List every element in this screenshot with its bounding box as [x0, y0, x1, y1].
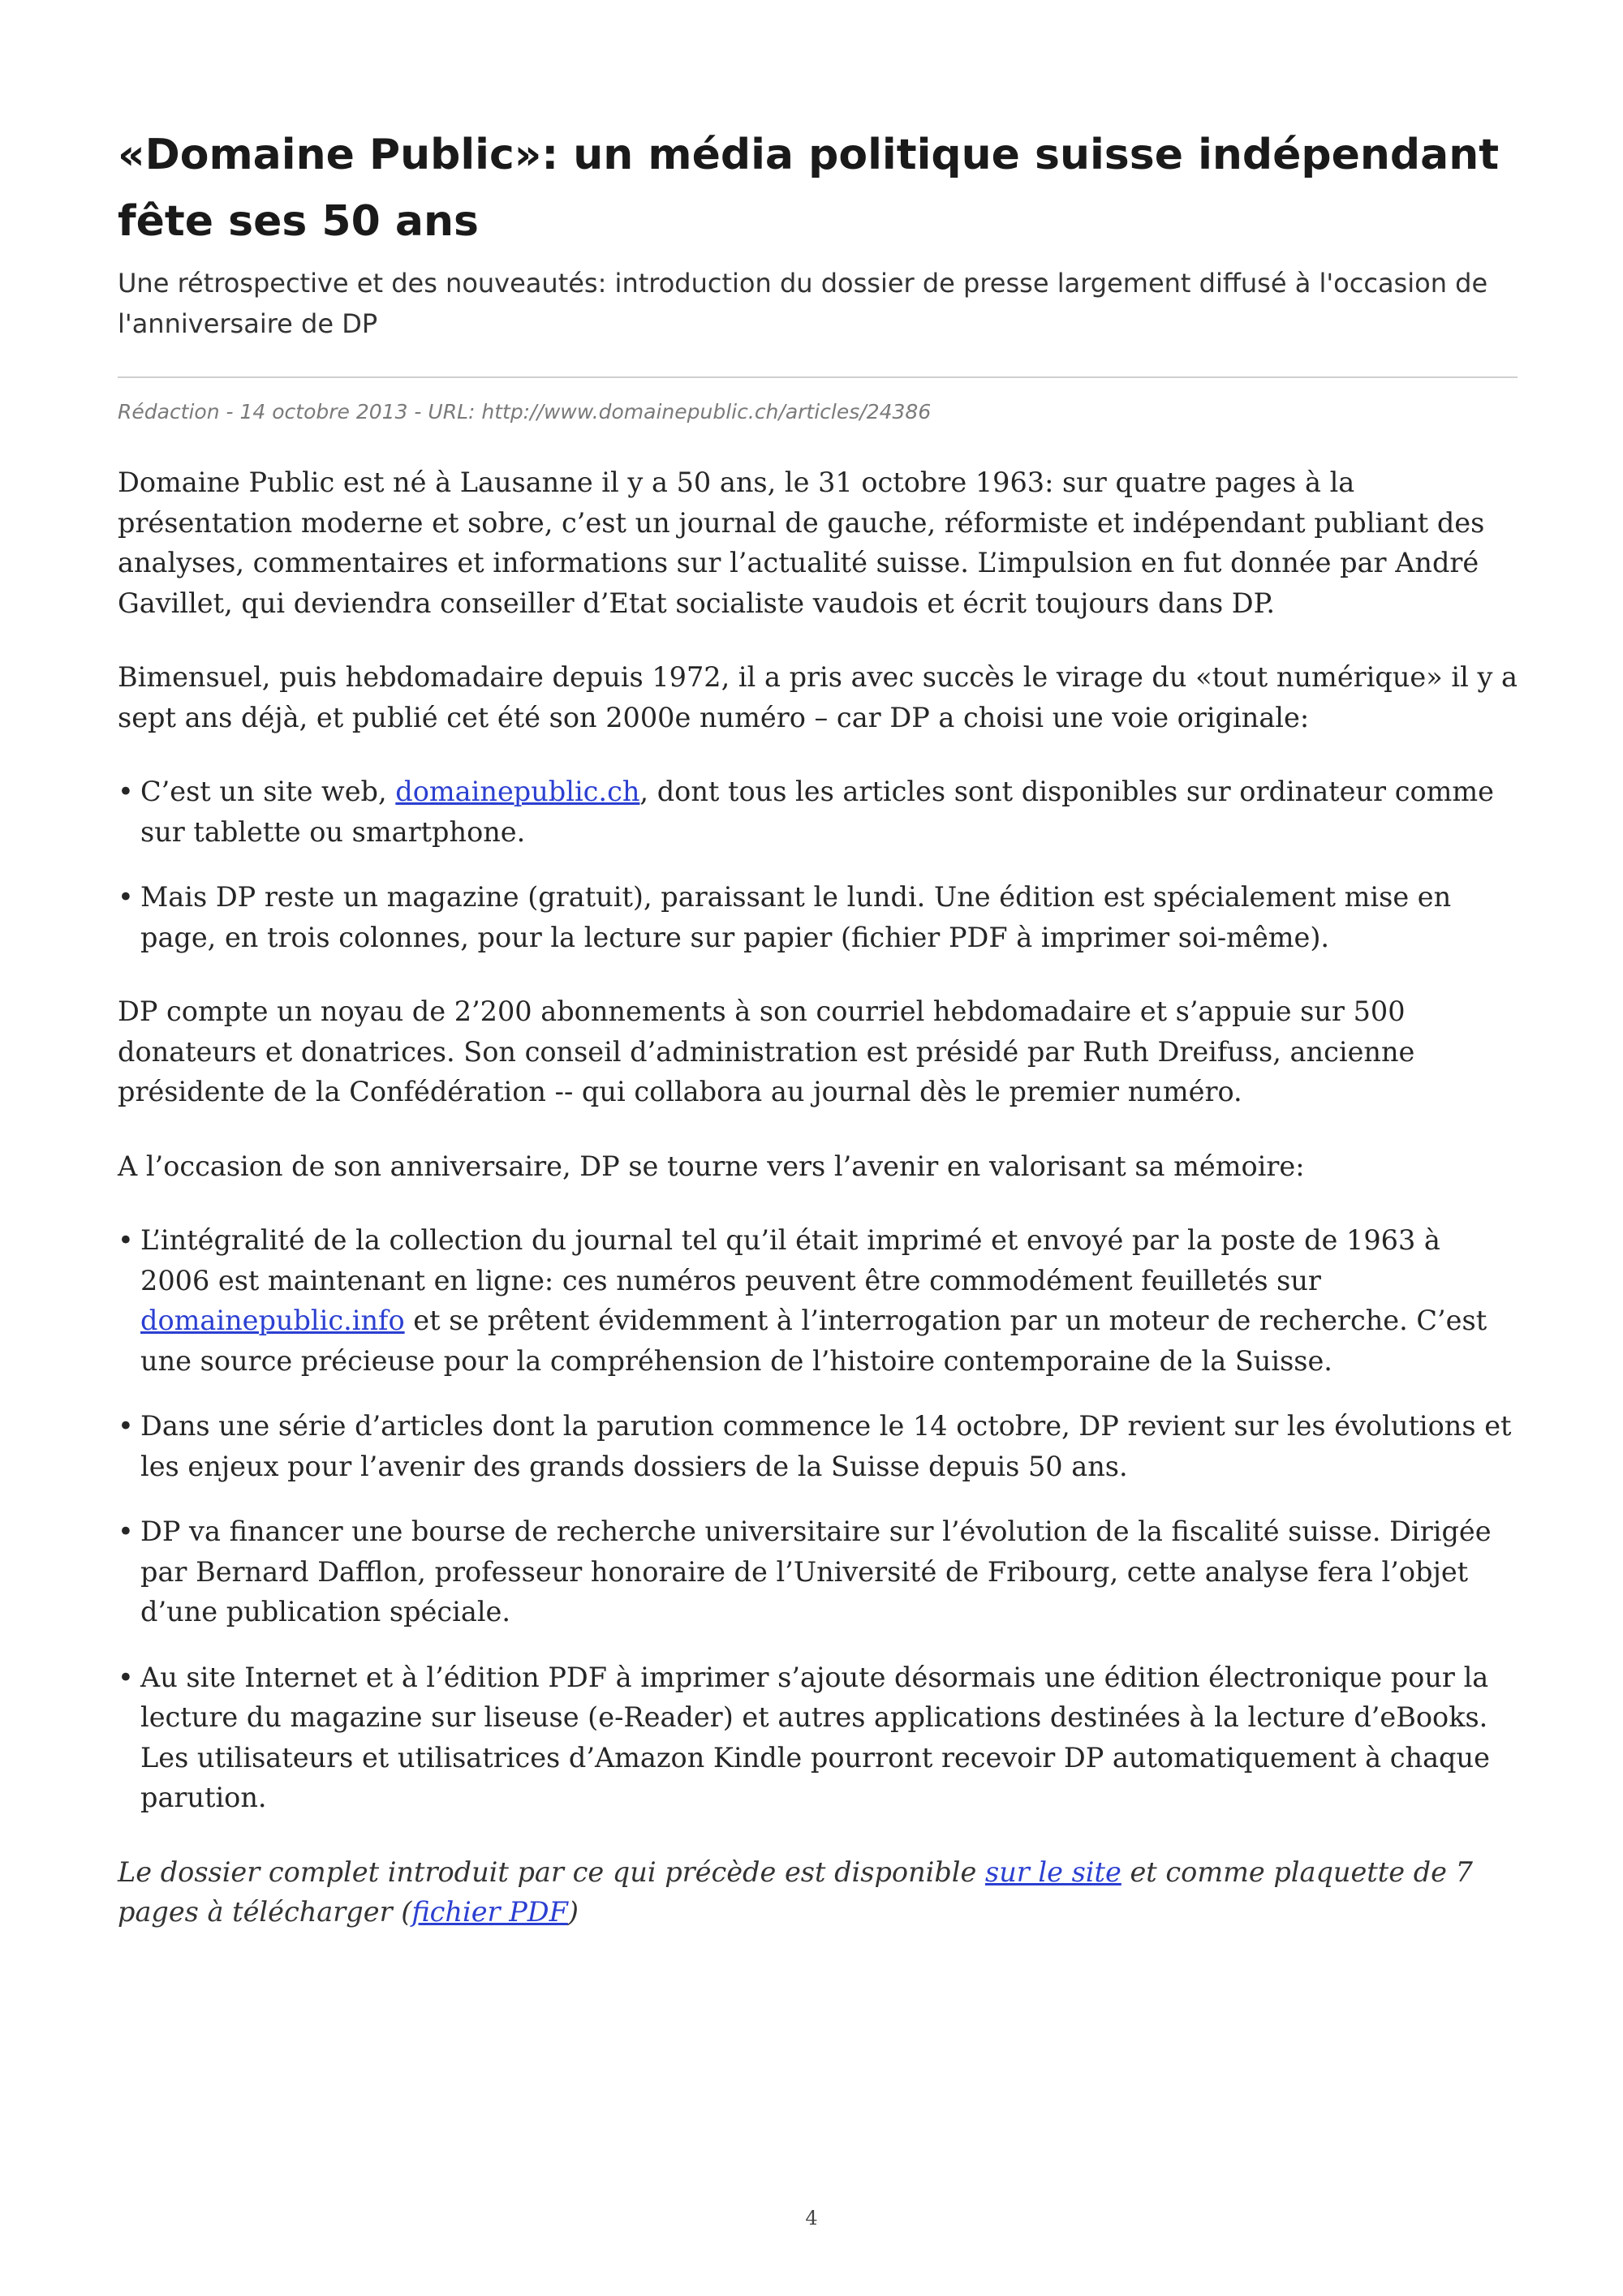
- list-item-text: C’est un site web,: [140, 776, 396, 807]
- list-item: [118, 1406, 1518, 1486]
- fichier-pdf-link[interactable]: fichier PDF: [411, 1896, 568, 1928]
- list-item: [118, 1511, 1518, 1632]
- article-subtitle: Une rétrospective et des nouveautés: introduction du dossier de presse largement diffusé à l'occasion de l'anniversaire de DP: [118, 268, 1488, 339]
- note-text: Le dossier complet introduit par ce qui précède est disponible: [118, 1855, 985, 1888]
- header-divider: [118, 376, 1518, 378]
- article-title: «Domaine Public»: un média politique suisse indépendant fête ses 50 ans: [118, 131, 1500, 246]
- bullet-marker: •: [118, 1410, 134, 1442]
- paragraph-history: Domaine Public est né à Lausanne il y a 50 ans, le 31 octobre 1963: sur quatre pages à la présentation moderne et sobre, c’est un journal de gauche, réformiste et indépendant publiant des analyses, commentaires et informations sur l’actualité suisse. L’impulsion en fut donnée par André Gavillet, qui deviendra conseiller d’Etat socialiste vaudois et écrit toujours dans DP.: [118, 467, 1485, 619]
- paragraph-subscribers: DP compte un noyau de 2’200 abonnements à son courriel hebdomadaire et s’appuie sur 500 donateurs et donatrices. Son conseil d’administration est présidé par Ruth Dreifuss, ancienne présidente de la Confédération -- qui collabora au journal dès le premier numéro.: [118, 995, 1415, 1107]
- sur-le-site-link[interactable]: sur le site: [985, 1855, 1121, 1888]
- list-item-text: Au site Internet et à l’édition PDF à imprimer s’ajoute désormais une édition électronique pour la lecture du magazine sur liseuse (e-Reader) et autres applications destinées à la lecture d’eBooks. Les utilisateurs et utilisatrices d’Amazon Kindle pourront recevoir DP automatiquement à chaque parution.: [140, 1661, 1490, 1813]
- list-item-text: Dans une série d’articles dont la parution commence le 14 octobre, DP revient sur les évolutions et les enjeux pour l’avenir des grands dossiers de la Suisse depuis 50 ans.: [140, 1410, 1512, 1482]
- note-text: ): [567, 1896, 579, 1928]
- bullet-marker: •: [118, 776, 134, 807]
- list-formats: [118, 772, 1518, 957]
- document-page: [118, 122, 1518, 1967]
- list-item-text: , dont tous les articles sont disponibles sur ordinateur comme sur tablette ou smartphone.: [140, 776, 1494, 848]
- list-item: [118, 772, 1518, 852]
- note-text: et comme plaquette de 7 pages à télécharger (: [118, 1855, 1473, 1928]
- domainepublic-ch-link[interactable]: domainepublic.ch: [395, 776, 640, 807]
- domainepublic-info-link[interactable]: domainepublic.info: [140, 1305, 405, 1336]
- list-item-text: DP va financer une bourse de recherche universitaire sur l’évolution de la fiscalité suisse. Dirigée par Bernard Dafflon, professeur honoraire de l’Université de Fribourg, cette analyse fera l’objet d’une publication spéciale.: [140, 1516, 1492, 1627]
- list-item-text: L’intégralité de la collection du journal tel qu’il était imprimé et envoyé par la poste de 1963 à 2006 est maintenant en ligne: ces numéros peuvent être commodément feuilletés sur: [140, 1224, 1440, 1296]
- page-number: 4: [805, 2207, 818, 2229]
- list-item-text: Mais DP reste un magazine (gratuit), paraissant le lundi. Une édition est spécialement mise en page, en trois colonnes, pour la lecture sur papier (fichier PDF à imprimer soi-même).: [140, 881, 1452, 953]
- list-item: [118, 1220, 1518, 1381]
- article-meta: Rédaction - 14 octobre 2013 - URL: http://www.domainepublic.ch/articles/24386: [118, 400, 932, 424]
- paragraph-anniversary: A l’occasion de son anniversaire, DP se tourne vers l’avenir en valorisant sa mémoire:: [118, 1150, 1305, 1182]
- list-item: [118, 1658, 1518, 1818]
- article-body: [118, 462, 1518, 1933]
- bullet-marker: •: [118, 1661, 134, 1693]
- list-anniversary: [118, 1220, 1518, 1818]
- bullet-marker: •: [118, 881, 134, 913]
- list-item-text: et se prêtent évidemment à l’interrogation par un moteur de recherche. C’est une source précieuse pour la compréhension de l’histoire contemporaine de la Suisse.: [140, 1305, 1487, 1377]
- dossier-note: [118, 1852, 1518, 1933]
- paragraph-digital: Bimensuel, puis hebdomadaire depuis 1972, il a pris avec succès le virage du «tout numérique» il y a sept ans déjà, et publié cet été son 2000e numéro – car DP a choisi une voie originale:: [118, 661, 1518, 733]
- list-item: [118, 877, 1518, 957]
- bullet-marker: •: [118, 1516, 134, 1547]
- bullet-marker: •: [118, 1224, 134, 1256]
